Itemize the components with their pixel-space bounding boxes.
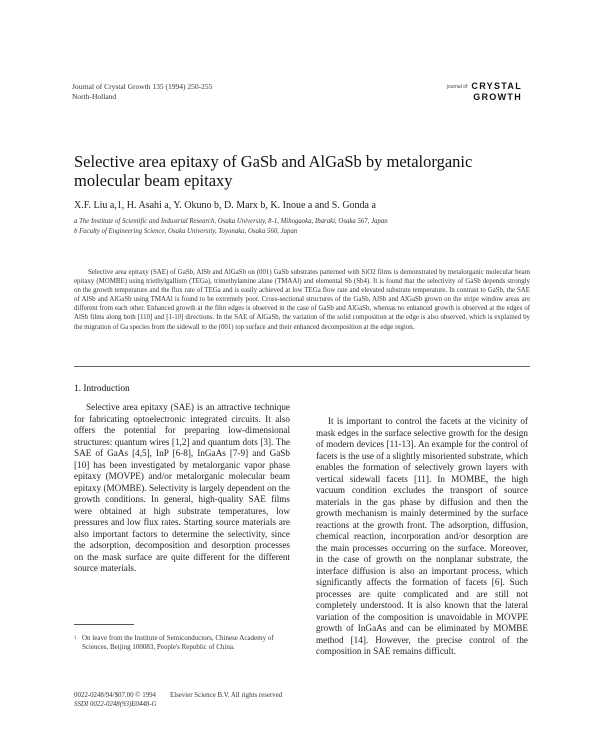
abstract-divider xyxy=(74,366,530,367)
publisher-rights: Elsevier Science B.V. All rights reserved xyxy=(170,692,283,699)
affiliation-b: b Faculty of Engineering Science, Osaka University, Toyonaka, Osaka 560, Japan xyxy=(74,228,298,235)
body-column-right xyxy=(316,416,528,658)
logo-line-2: GROWTH xyxy=(473,91,522,102)
ssdi-line: SSDI 0022-0248(93)E0448-G xyxy=(74,701,157,708)
body-column-left xyxy=(74,402,290,575)
journal-citation: Journal of Crystal Growth 135 (1994) 250-255 xyxy=(72,82,213,91)
section-heading-introduction: 1. Introduction xyxy=(74,384,130,394)
issn-line: 0022-0248/94/$07.00 © 1994 xyxy=(74,692,156,699)
intro-paragraph-2: It is important to control the facets at the vicinity of mask edges in the surface selective growth for the design of modern devices [11-13]. An example for the control of facets is the use of a slightly misoriented substrate, which enables the formation of selectively grown layers with vertical sidewall facets [11]. In MOMBE, the high vacuum condition excludes the transport of source materials in the gas phase by diffusion and then the growth mechanism is mainly determined by the surface reactions at the growth front. The adsorption, diffusion, chemical reaction, incorporation and/or desorption are the main processes occurring on the surface. Moreover, in the case of growth on the nonplanar substrate, the interface diffusion is also an important process, which significantly affects the formation of facets [6]. Such processes are quite complicated and are still not completely understood. It is also known that the lateral variation of the composition is unavoidable in MOVPE growth of InGaAs and can be eliminated by MOMBE method [14]. However, the precise control of the composition in SAE remains difficult. xyxy=(316,416,528,656)
logo-small-text: journal of xyxy=(446,83,468,90)
journal-publisher: North-Holland xyxy=(72,92,117,101)
author-list: X.F. Liu a,1, H. Asahi a, Y. Okuno b, D. Marx b, K. Inoue a and S. Gonda a xyxy=(74,200,376,211)
affiliation-a: a The Institute of Scientific and Industrial Research, Osaka University, 8-1, Mihogaoka, Ibaraki, Osaka 567, Japan xyxy=(74,218,388,225)
footnote-text: On leave from the Institute of Semiconductors, Chinese Academy of Sciences, Beijing 100083, People's Republic of China. xyxy=(82,634,274,651)
footnote xyxy=(74,634,290,652)
journal-reference xyxy=(72,82,332,102)
footnote-mark: 1 xyxy=(74,636,77,641)
paper-title: Selective area epitaxy of GaSb and AlGaSb by metalorganic molecular beam epitaxy xyxy=(74,152,473,190)
logo-line-1: CRYSTAL xyxy=(471,81,522,91)
footnote-divider xyxy=(74,624,134,625)
intro-paragraph-1: Selective area epitaxy (SAE) is an attractive technique for fabricating optoelectronic integrated circuits. It also offers the potential for preparing low-dimensional structures: quantum wires [1,2] and quantum dots [3]. The SAE of GaAs [4,5], InP [6-8], InGaAs [7-9] and GaSb [10] has been investigated by metalorganic vapor phase epitaxy (MOVPE) and/or metalorganic molecular beam epitaxy (MOMBE). Selectivity is largely dependent on the growth conditions. In general, high-quality SAE films were obtained at high substrate temperatures, low pressures and low flux rates. Starting source materials are also important factors to determine the selectivity, since the adsorption, decomposition and desorption processes on the mask surface are quite different for the different source materials. xyxy=(74,402,290,573)
abstract: Selective area epitaxy (SAE) of GaSb, AlSb and AlGaSb on (001) GaSb substrates patterned with SiO2 films is demonstrated by metalorganic molecular beam epitaxy (MOMBE) using triethylgallium (TEGa), trimethylamine alane (TMAAl) and elemental Sb (Sb4). It is found that the selectivity of GaSb depends strongly on the growth temperature and the flux rate of TEGa and is easily achieved at low TEGa flow rate and elevated substrate temperature. In contrast to GaSb, the SAE of AlSb and AlGaSb using TMAAl is found to be extremely poor. Cross-sectional structures of the GaSb, AlSb and AlGaSb grown on the stripe window areas are different from each other. Enhanced growth at the film edges is observed in the case of GaSb and AlGaSb, whereas no enhanced growth is observed at the edges of AlSb films along both [110] and [1-10] directions. In the SAE of AlGaSb, the variation of the solid composition at the edge is also observed, which is explained by the migration of Ga species from the sidewall to the (001) top surface and their enhanced decomposition at the edge region. xyxy=(74,269,530,331)
journal-logo xyxy=(447,81,522,102)
copyright-block xyxy=(74,691,534,709)
